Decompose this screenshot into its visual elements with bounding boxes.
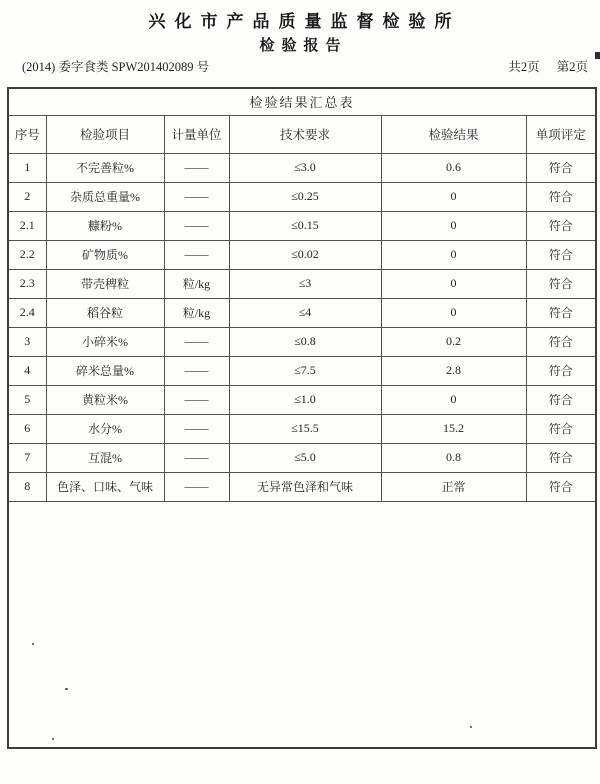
- cell-assessment: 符合: [526, 443, 596, 472]
- page-title: 兴化市产品质量监督检验所: [148, 12, 461, 31]
- table-row: [8, 298, 596, 327]
- table-row: [8, 240, 596, 269]
- cell-item: 小碎米%: [46, 327, 164, 356]
- cell-result: 0: [381, 211, 526, 240]
- table-row: [8, 182, 596, 211]
- cell-item: 水分%: [46, 414, 164, 443]
- cell-requirement: ≤0.8: [229, 327, 381, 356]
- table-row: [8, 211, 596, 240]
- cell-assessment: 符合: [526, 327, 596, 356]
- page-info: [508, 57, 588, 75]
- page-subtitle: 检验报告: [259, 38, 348, 54]
- cell-result: 0: [381, 298, 526, 327]
- cell-assessment: 符合: [526, 269, 596, 298]
- cell-unit: ——: [164, 153, 229, 182]
- page-current: 第2页: [556, 60, 588, 74]
- cell-unit: ——: [164, 385, 229, 414]
- col-header-requirement: 技术要求: [229, 115, 381, 153]
- cell-assessment: 符合: [526, 153, 596, 182]
- cell-unit: ——: [164, 240, 229, 269]
- cell-result: 0: [381, 240, 526, 269]
- cell-serial: 5: [8, 385, 46, 414]
- cell-requirement: ≤15.5: [229, 414, 381, 443]
- cell-serial: 2.4: [8, 298, 46, 327]
- table-header-row: [8, 115, 596, 153]
- cell-serial: 7: [8, 443, 46, 472]
- cell-item: 稻谷粒: [46, 298, 164, 327]
- cell-unit: 粒/kg: [164, 298, 229, 327]
- meta-row: [22, 57, 588, 75]
- cell-assessment: 符合: [526, 472, 596, 501]
- scan-speck: [470, 726, 472, 728]
- cell-result: 正常: [381, 472, 526, 501]
- cell-item: 糠粉%: [46, 211, 164, 240]
- scan-edge-mark: [595, 52, 600, 59]
- cell-unit: ——: [164, 472, 229, 501]
- cell-assessment: 符合: [526, 211, 596, 240]
- table-row: [8, 356, 596, 385]
- cell-item: 不完善粒%: [46, 153, 164, 182]
- cell-item: 黄粒米%: [46, 385, 164, 414]
- cell-item: 色泽、口味、气味: [46, 472, 164, 501]
- cell-serial: 8: [8, 472, 46, 501]
- cell-serial: 2.2: [8, 240, 46, 269]
- cell-unit: ——: [164, 356, 229, 385]
- table-row: [8, 443, 596, 472]
- cell-unit: 粒/kg: [164, 269, 229, 298]
- cell-assessment: 符合: [526, 414, 596, 443]
- cell-item: 碎米总量%: [46, 356, 164, 385]
- col-header-unit: 计量单位: [164, 115, 229, 153]
- col-header-serial: 序号: [8, 115, 46, 153]
- cell-result: 0: [381, 269, 526, 298]
- cell-requirement: ≤1.0: [229, 385, 381, 414]
- cell-requirement: 无异常色泽和气味: [229, 472, 381, 501]
- cell-unit: ——: [164, 414, 229, 443]
- doc-number: (2014) 委字食类 SPW201402089 号: [22, 60, 210, 74]
- results-table: [7, 87, 597, 749]
- cell-result: 0.8: [381, 443, 526, 472]
- cell-requirement: ≤3: [229, 269, 381, 298]
- table-row: [8, 414, 596, 443]
- col-header-result: 检验结果: [381, 115, 526, 153]
- cell-requirement: ≤4: [229, 298, 381, 327]
- col-header-item: 检验项目: [46, 115, 164, 153]
- cell-result: 0: [381, 182, 526, 211]
- table-row: [8, 269, 596, 298]
- cell-result: 0.2: [381, 327, 526, 356]
- table-caption-row: [8, 88, 596, 115]
- cell-assessment: 符合: [526, 240, 596, 269]
- table-row: [8, 472, 596, 501]
- table-row: [8, 385, 596, 414]
- scan-speck: [32, 643, 34, 645]
- cell-serial: 1: [8, 153, 46, 182]
- cell-item: 互混%: [46, 443, 164, 472]
- cell-item: 杂质总重量%: [46, 182, 164, 211]
- cell-result: 0.6: [381, 153, 526, 182]
- scan-speck: [65, 688, 68, 690]
- cell-serial: 4: [8, 356, 46, 385]
- table-row: [8, 153, 596, 182]
- cell-requirement: ≤0.15: [229, 211, 381, 240]
- col-header-assessment: 单项评定: [526, 115, 596, 153]
- cell-unit: ——: [164, 327, 229, 356]
- cell-serial: 2.3: [8, 269, 46, 298]
- cell-item: 矿物质%: [46, 240, 164, 269]
- cell-requirement: ≤3.0: [229, 153, 381, 182]
- cell-unit: ——: [164, 182, 229, 211]
- empty-area: [8, 501, 596, 748]
- cell-serial: 2.1: [8, 211, 46, 240]
- cell-unit: ——: [164, 443, 229, 472]
- cell-result: 0: [381, 385, 526, 414]
- cell-requirement: ≤5.0: [229, 443, 381, 472]
- table-caption: 检验结果汇总表: [8, 88, 596, 115]
- pages-total: 共2页: [508, 60, 540, 74]
- cell-item: 带壳稗粒: [46, 269, 164, 298]
- table-empty-area-row: [8, 501, 596, 748]
- table-row: [8, 327, 596, 356]
- cell-result: 2.8: [381, 356, 526, 385]
- cell-requirement: ≤0.25: [229, 182, 381, 211]
- cell-serial: 3: [8, 327, 46, 356]
- cell-assessment: 符合: [526, 298, 596, 327]
- cell-assessment: 符合: [526, 182, 596, 211]
- scan-speck: [52, 738, 54, 740]
- cell-serial: 6: [8, 414, 46, 443]
- cell-unit: ——: [164, 211, 229, 240]
- cell-requirement: ≤0.02: [229, 240, 381, 269]
- cell-requirement: ≤7.5: [229, 356, 381, 385]
- cell-assessment: 符合: [526, 385, 596, 414]
- cell-serial: 2: [8, 182, 46, 211]
- cell-result: 15.2: [381, 414, 526, 443]
- cell-assessment: 符合: [526, 356, 596, 385]
